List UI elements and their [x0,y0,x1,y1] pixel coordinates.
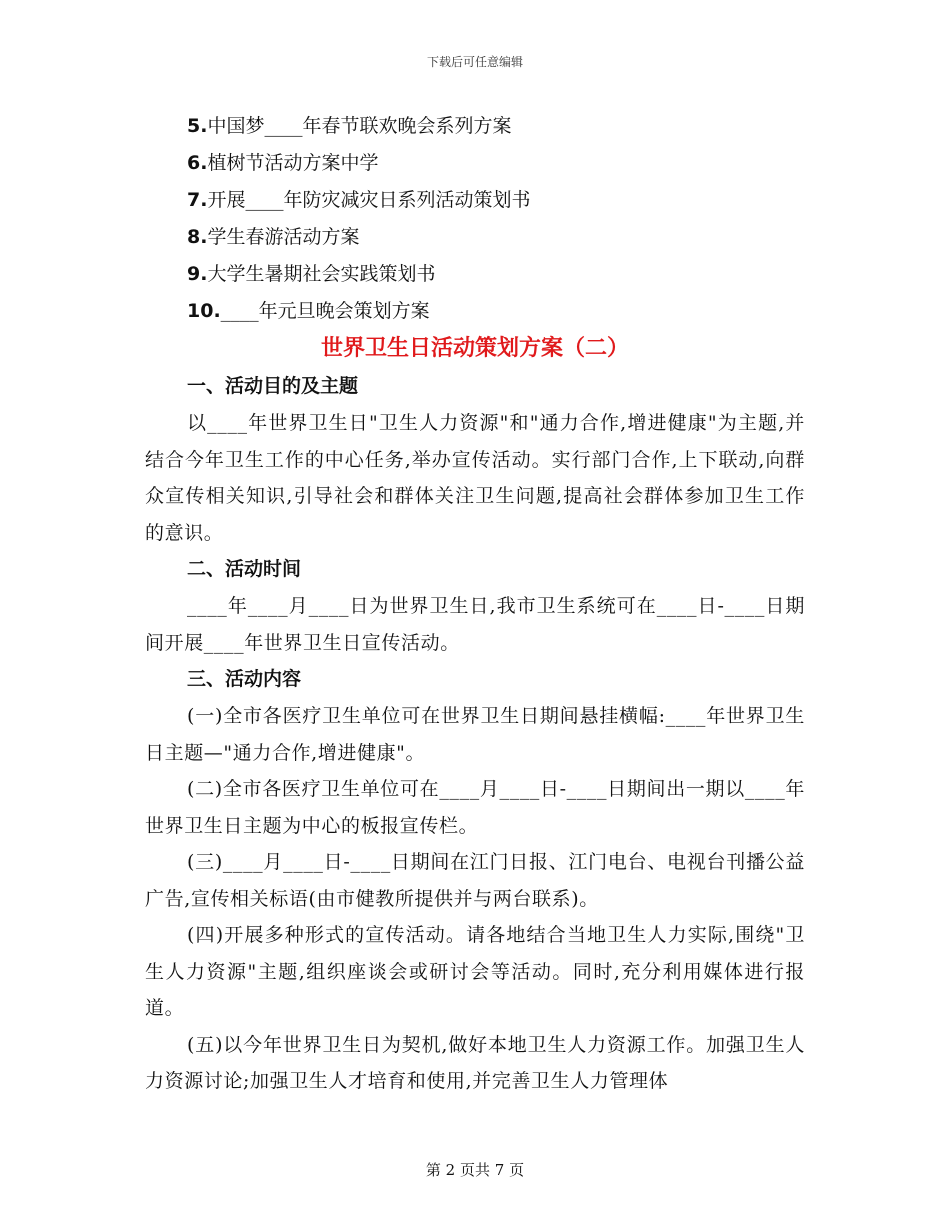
document-title: 世界卫生日活动策划方案（二） [320,335,629,361]
list-item [145,219,805,256]
list-text: ____年元旦晚会策划方案 [220,300,430,322]
list-text: 大学生暑期社会实践策划书 [207,263,436,285]
list-number: 5. [187,115,208,137]
list-number: 9. [187,263,208,285]
list-text: 中国梦____年春节联欢晚会系列方案 [207,115,512,137]
section-heading-purpose: 一、活动目的及主题 [187,375,359,397]
paragraph-time: ____年____月____日为世界卫生日,我市卫生系统可在____日-____日期间开展____年世界卫生日宣传活动。 [145,595,805,654]
list-item [145,256,805,293]
page-header: 下载后可任意编辑 [426,55,523,69]
list-number: 10. [187,300,221,322]
list-text: 学生春游活动方案 [207,226,360,248]
page-footer: 第 2 页共 7 页 [425,1161,525,1179]
list-number: 8. [187,226,208,248]
list-item [145,182,805,219]
paragraph-content-item: (一)全市各医疗卫生单位可在世界卫生日期间悬挂横幅:____年世界卫生日主题—"通力合作,增进健康"。 [145,705,805,764]
paragraph-content-item: (四)开展多种形式的宣传活动。请各地结合当地卫生人力实际,围绕"卫生人力资源"主题,组织座谈会或研讨会等活动。同时,充分利用媒体进行报道。 [145,924,805,1019]
section-heading-time: 二、活动时间 [187,558,302,580]
paragraph-content-item: (三)____月____日-____日期间在江门日报、江门电台、电视台刊播公益广告,宣传相关标语(由市健教所提供并与两台联系)。 [145,851,805,910]
list-text: 开展____年防灾减灾日系列活动策划书 [207,189,531,211]
list-item [145,145,805,182]
paragraph-content-item: (二)全市各医疗卫生单位可在____月____日-____日期间出一期以____年世界卫生日主题为中心的板报宣传栏。 [145,778,805,837]
section-heading-content: 三、活动内容 [187,668,302,690]
paragraph-content-item: (五)以今年世界卫生日为契机,做好本地卫生人力资源工作。加强卫生人力资源讨论;加强卫生人才培育和使用,并完善卫生人力管理体 [145,1033,805,1092]
document-body [145,108,805,1100]
list-number: 6. [187,152,208,174]
list-text: 植树节活动方案中学 [207,152,379,174]
paragraph-purpose: 以____年世界卫生日"卫生人力资源"和"通力合作,增进健康"为主题,并结合今年卫生工作的中心任务,举办宣传活动。实行部门合作,上下联动,向群众宣传相关知识,引导社会和群体关注卫生问题,提高社会群体参加卫生工作的意识。 [145,412,805,544]
list-item [145,108,805,145]
list-number: 7. [187,189,208,211]
list-item [145,293,805,330]
